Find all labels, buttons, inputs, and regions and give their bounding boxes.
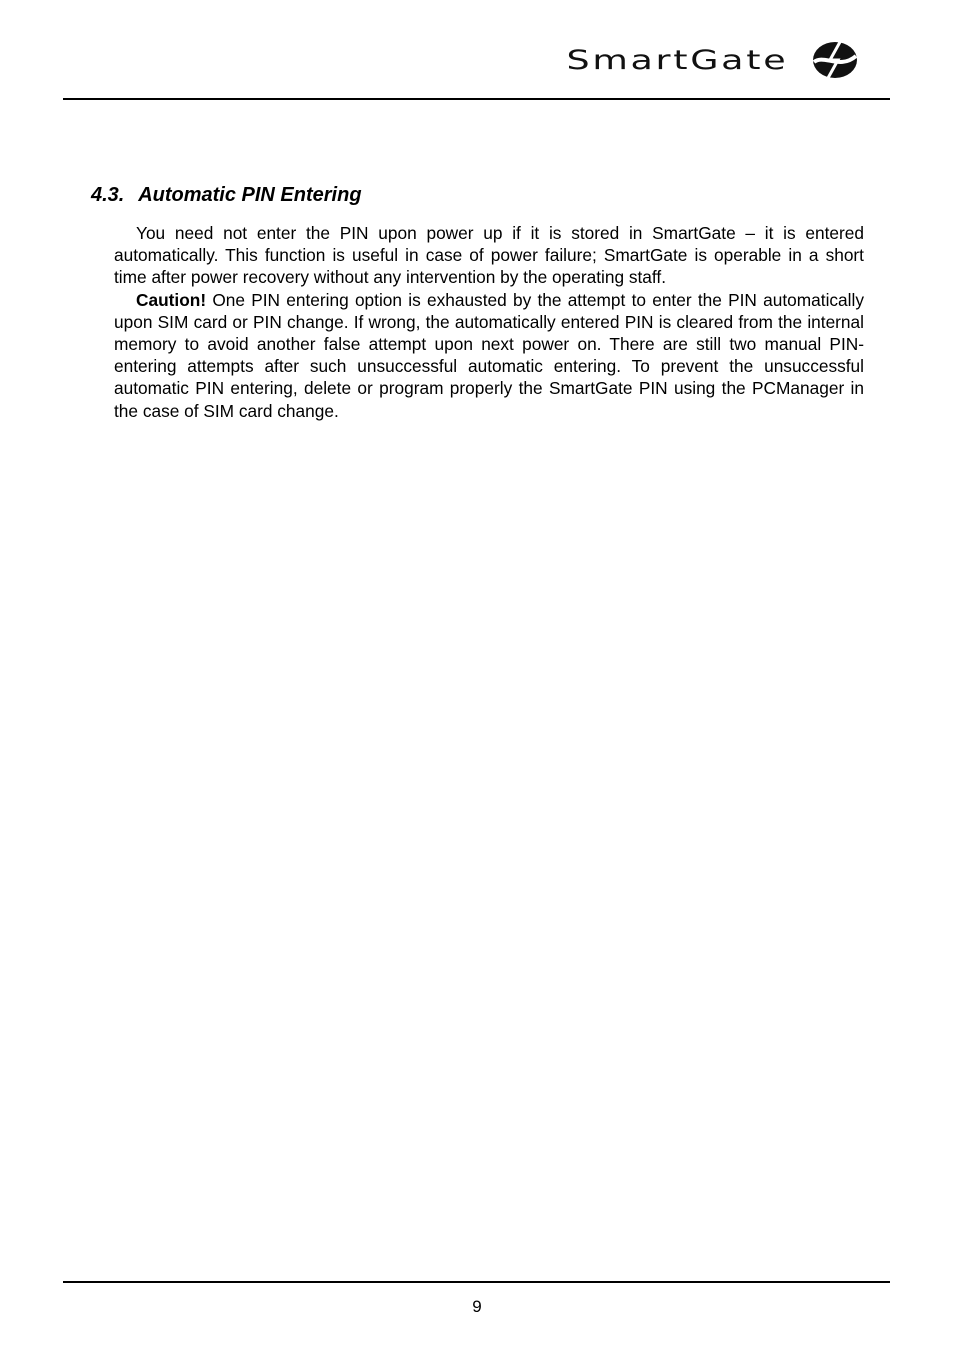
caution-label: Caution! xyxy=(136,289,207,310)
smartgate-logo xyxy=(566,40,860,80)
paragraph-intro: You need not enter the PIN upon power up if it is stored in SmartGate – it is entered automatically. This function is useful in case of power failure; SmartGate is operable in a short time after power recovery without any intervention by the operating staff. xyxy=(114,223,864,288)
caution-text: One PIN entering option is exhausted by the attempt to enter the PIN automatically upon SIM card or PIN change. If wrong, the automatically entered PIN is cleared from the internal memory to avoid another false attempt upon next power on. There are still two manual PIN-entering attempts after such unsuccessful automatic entering. To prevent the unsuccessful automatic PIN entering, delete or program properly the SmartGate PIN using the PCManager in the case of SIM card change. xyxy=(114,289,864,421)
logo-text: SmartGate xyxy=(566,44,788,76)
footer-rule xyxy=(63,1281,890,1283)
section-heading xyxy=(91,184,362,207)
section-body xyxy=(114,222,864,422)
smartgate-logo-icon xyxy=(810,40,860,80)
page-header xyxy=(63,0,890,100)
section-number: 4.3. xyxy=(91,184,125,206)
section-title: Automatic PIN Entering xyxy=(138,184,362,206)
paragraph-caution xyxy=(114,289,864,422)
page-number: 9 xyxy=(472,1297,482,1316)
